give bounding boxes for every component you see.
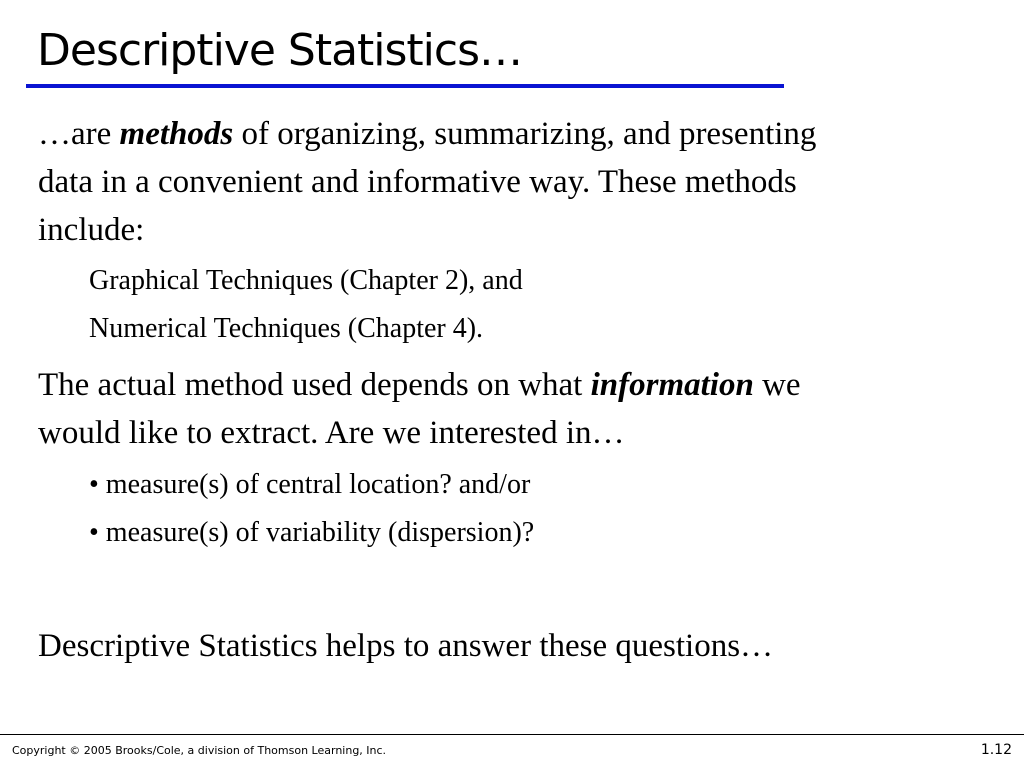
footer-divider	[0, 734, 1024, 735]
intro-line-1: …are methods of organizing, summarizing, and presenting	[38, 116, 817, 152]
intro-line-2: data in a convenient and informative way. These methods	[38, 164, 797, 200]
copyright-notice: Copyright © 2005 Brooks/Cole, a division of Thomson Learning, Inc.	[12, 744, 387, 757]
method-line-1: The actual method used depends on what information we	[38, 367, 801, 403]
technique-item-graphical: Graphical Techniques (Chapter 2), and	[89, 265, 523, 296]
title-underline	[26, 84, 784, 88]
slide-number: 1.12	[980, 742, 1012, 758]
technique-item-numerical: Numerical Techniques (Chapter 4).	[89, 313, 484, 344]
question-item-central-location: • measure(s) of central location? and/or	[89, 469, 531, 500]
keyword-methods: methods	[119, 116, 234, 152]
slide-title: Descriptive Statistics…	[37, 25, 523, 76]
intro-paragraph	[38, 110, 998, 254]
question-item-variability: • measure(s) of variability (dispersion)?	[89, 517, 535, 548]
keyword-information: information	[590, 367, 754, 403]
method-line-2: would like to extract. Are we interested in…	[38, 415, 625, 451]
conclusion-text: Descriptive Statistics helps to answer these questions…	[38, 628, 774, 664]
method-paragraph	[38, 361, 998, 457]
intro-line-3: include:	[38, 212, 145, 248]
